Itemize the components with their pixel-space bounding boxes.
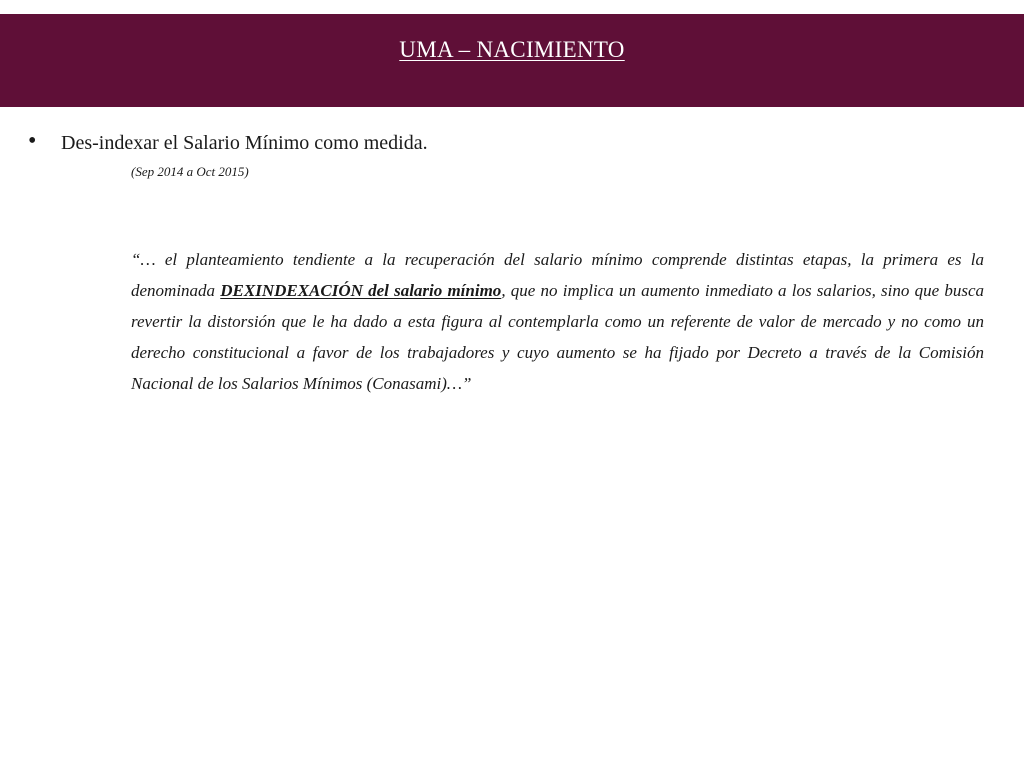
- bullet-text: Des-indexar el Salario Mínimo como medida.: [61, 132, 428, 154]
- quote-emphasis: DEXINDEXACIÓN del salario mínimo: [220, 281, 502, 300]
- bullet-icon: •: [28, 128, 37, 154]
- quote-paragraph: [131, 244, 984, 399]
- date-range: (Sep 2014 a Oct 2015): [131, 164, 249, 179]
- quote-text-end: , que no implica un aumento inmediato a los salarios, sino que busca revertir la distorsión que le ha dado a esta figura al contemplarla como un referente de valor de mercado y no como un derecho constitucional a favor de los trabajadores y cuyo aumento se ha fijado por Decreto a través de la Comisión Nacional de los Salarios Mínimos (Conasami)…”: [131, 281, 984, 393]
- slide-title: UMA – NACIMIENTO: [399, 37, 625, 62]
- quote-text-start: “… el planteamiento tendiente a la recuperación del salario mínimo comprende distintas etapas, la primera es la denominada: [131, 250, 984, 300]
- bullet-item: [28, 128, 988, 158]
